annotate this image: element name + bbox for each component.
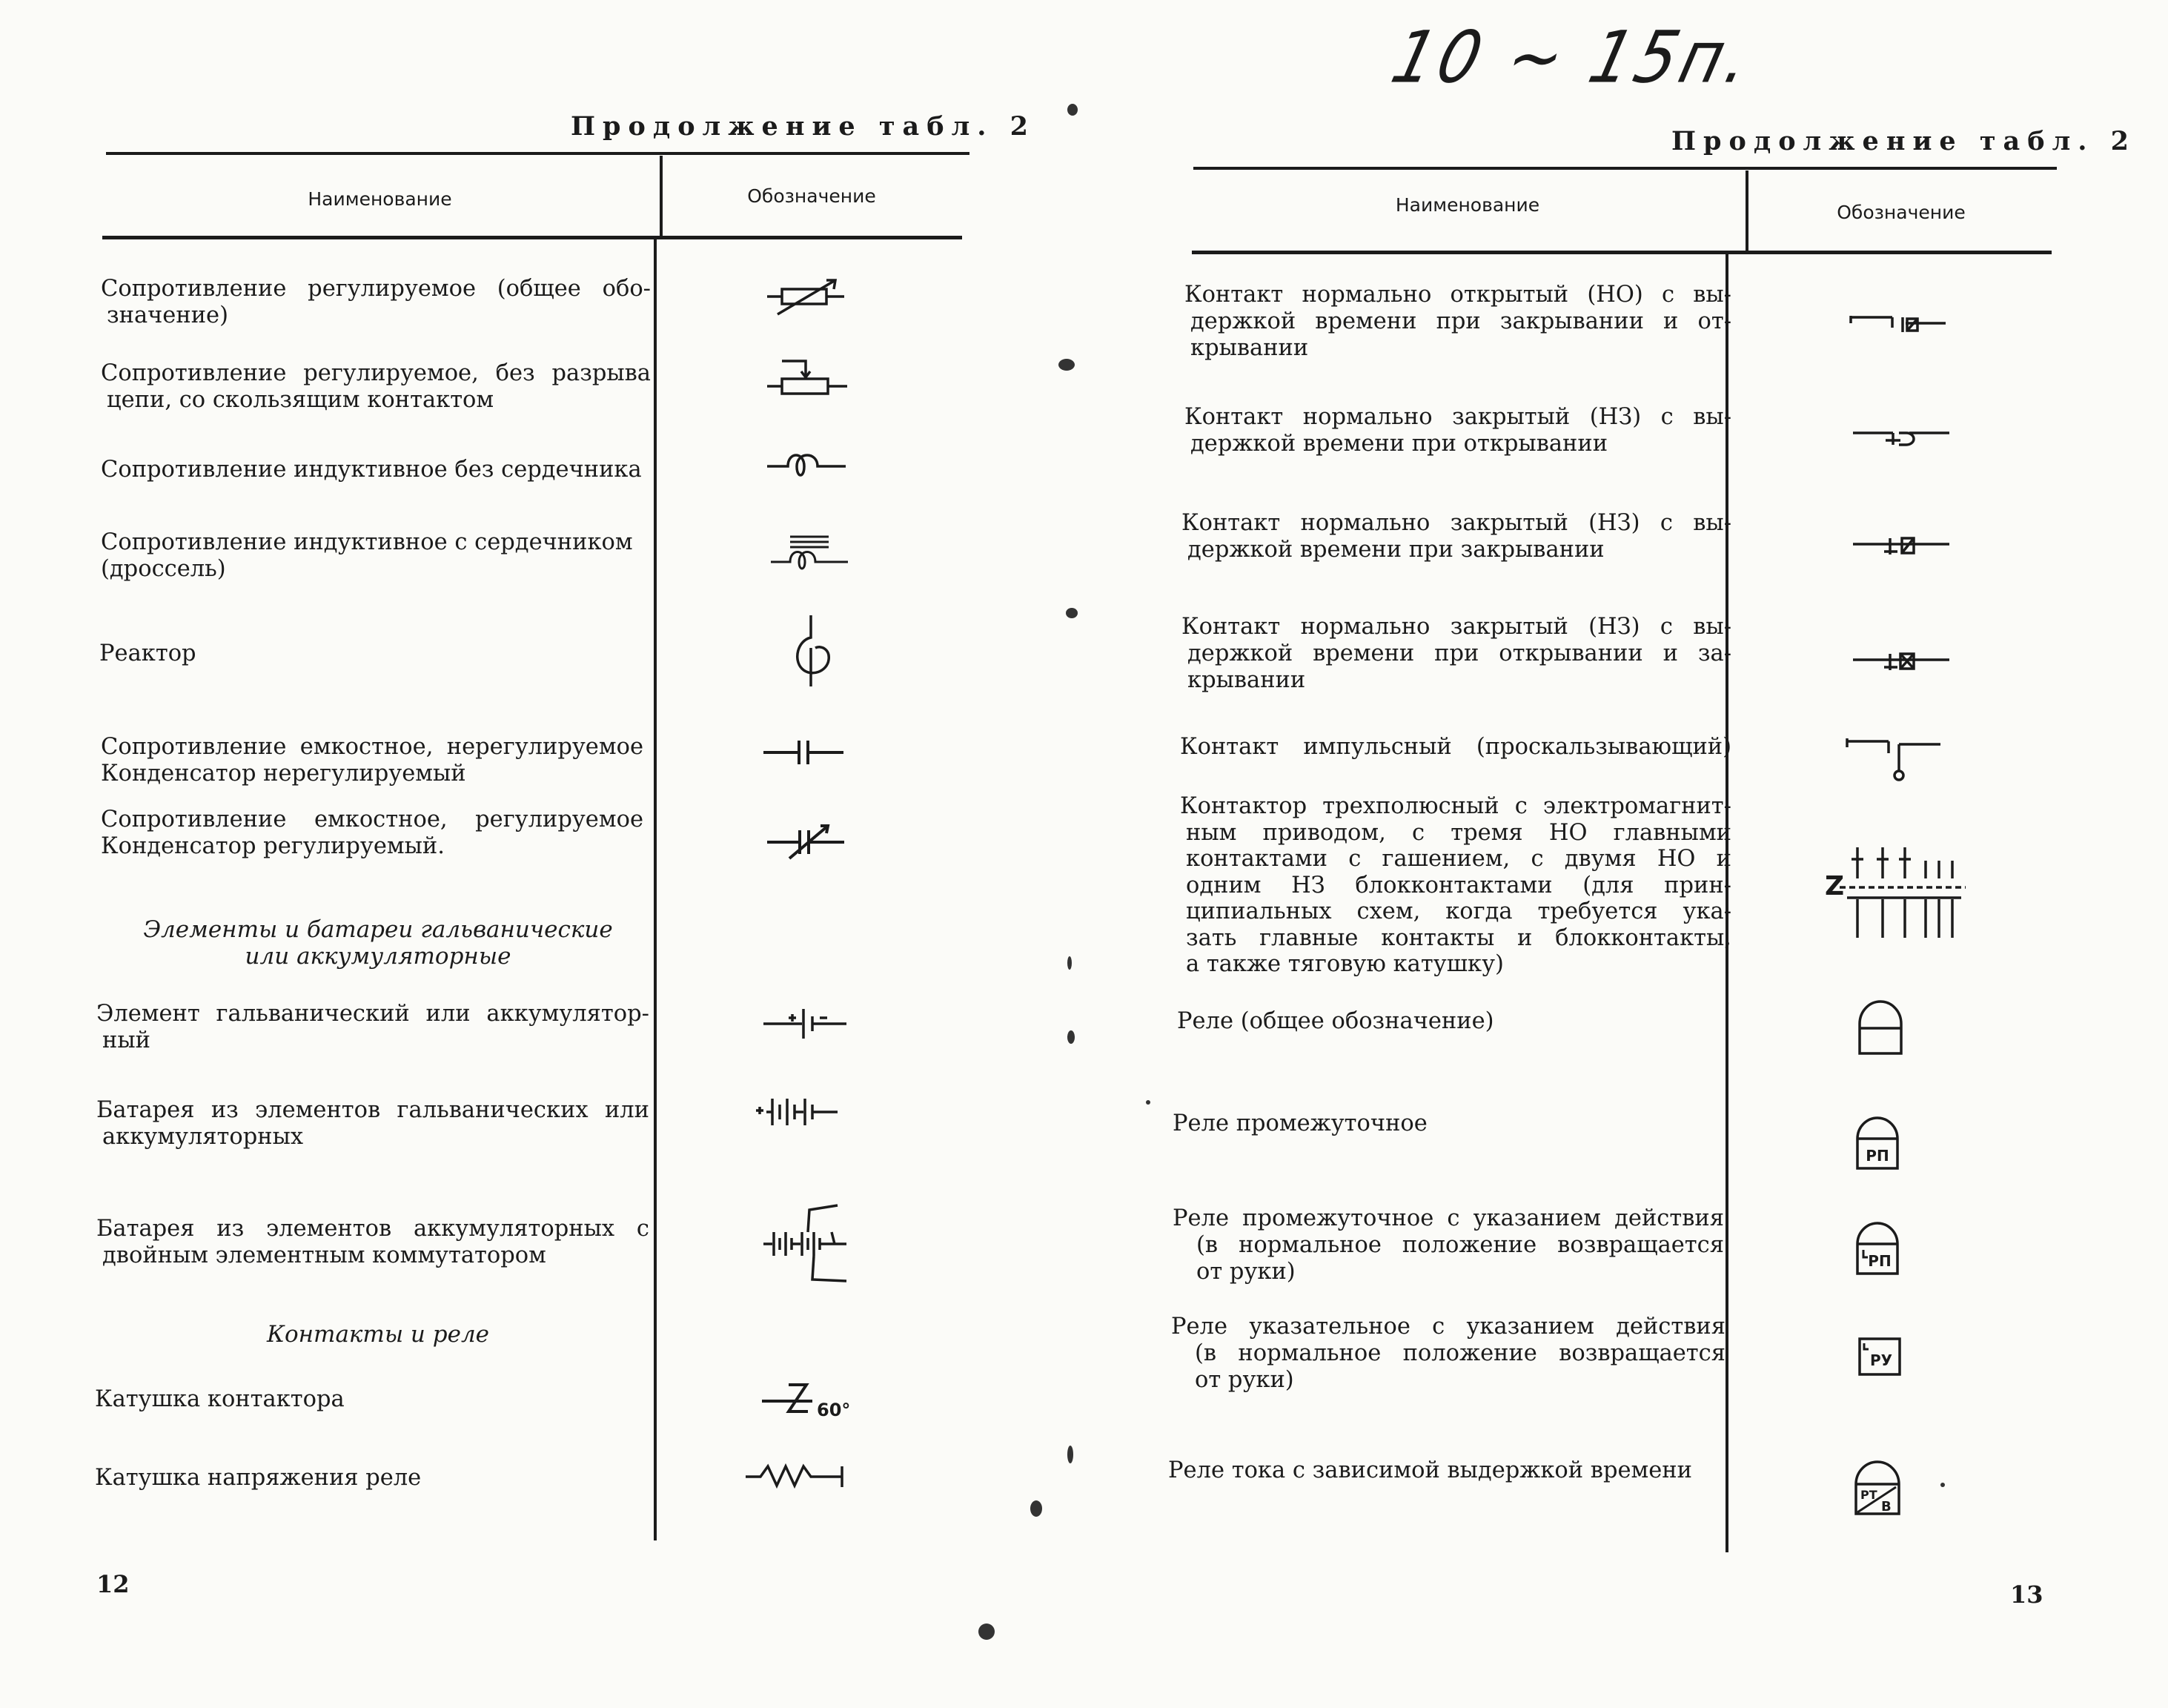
left-row-2-name: Сопротивление регулируемое, без разрыва цепи, со скользящим контактом [101, 360, 651, 413]
intermediate-relay-manual-icon [1853, 1217, 1909, 1277]
reactor-icon [786, 615, 838, 689]
resistor-slider-icon [767, 352, 849, 404]
right-col-name-header: Наименование [1395, 194, 1540, 216]
left-row-6-name: Сопротивление емкостное, нерегулируемое Конденсатор нерегулируемый [101, 734, 643, 787]
nc-contact-close-delay-icon [1853, 534, 1957, 563]
handwritten-note: 10 ~ 15п. [1384, 16, 1763, 99]
left-col-symbol-header: Обозначение [747, 185, 876, 207]
right-row-11-name: Реле тока с зависимой выдержкой времени [1168, 1457, 1692, 1483]
intermediate-relay-manual-label: РП [1868, 1252, 1892, 1270]
right-row-10-name: Реле указательное с указанием действия (в нормальное положение возвращается от руки) [1171, 1314, 1726, 1393]
scan-speck [1030, 1500, 1042, 1517]
scan-speck [1067, 1030, 1075, 1044]
scan-speck [978, 1623, 995, 1640]
current-relay-icon [1852, 1454, 1911, 1517]
voltage-coil-icon [746, 1460, 849, 1490]
left-table-top-rule [106, 152, 969, 155]
battery-switch-icon [763, 1201, 852, 1290]
right-row-3-name: Контакт нормально закрытый (НЗ) с вы- держкой времени при закрывании [1181, 510, 1731, 563]
indicator-relay-label: РУ [1869, 1351, 1893, 1369]
resistor-adjustable-icon [767, 276, 849, 320]
no-contact-delay-icon [1849, 310, 1953, 340]
right-table-caption: Продолжение табл. 2 [1671, 126, 2136, 156]
contactor-three-pole-icon [1825, 841, 1973, 945]
right-table-header-rule [1192, 251, 2052, 254]
inductor-icon [767, 448, 849, 478]
left-table-caption: Продолжение табл. 2 [571, 111, 1035, 142]
contactor-coil-z-label: Z [1825, 871, 1845, 901]
section-contacts: Контакты и реле [266, 1321, 490, 1348]
right-row-9-name: Реле промежуточное с указанием действия (в нормальное положение возвращается от руки) [1173, 1205, 1724, 1285]
cell-icon [763, 997, 852, 1042]
right-page-number: 13 [2010, 1580, 2043, 1609]
nc-contact-open-delay-icon [1853, 423, 1957, 452]
scan-speck [1066, 608, 1078, 618]
right-row-8-name: Реле промежуточное [1173, 1110, 1428, 1136]
scan-speck [1067, 104, 1078, 116]
intermediate-relay-icon [1853, 1112, 1905, 1171]
left-row-1-name: Сопротивление регулируемое (общее обо- значение) [101, 276, 651, 328]
right-row-7-name: Реле (общее обозначение) [1177, 1008, 1494, 1034]
left-table-divider [654, 237, 657, 1540]
right-row-4-name: Контакт нормально закрытый (НЗ) с вы- держкой времени при открывании и за- крывании [1181, 614, 1731, 693]
left-header-divider [660, 156, 663, 237]
left-row-7-name: Сопротивление емкостное, регулируемое Конденсатор регулируемый. [101, 807, 643, 859]
right-row-6-name: Контактор трехполюсный с электромагнит- ным приводом, с тремя НО главными контактами с гашением, с двумя НО и одним НЗ блокконтактами (для прин- ципиальных схем, когда требуется ука- зать главные контакты и блокконтакты, а также тяговую катушку) [1180, 793, 1731, 977]
scan-speck [1940, 1483, 1945, 1487]
scan-speck [1146, 1100, 1150, 1105]
nc-contact-both-delay-icon [1853, 649, 1957, 679]
left-row-8-name: Элемент гальванический или аккумулятор- ный [96, 1001, 649, 1053]
capacitor-icon [763, 738, 845, 767]
right-table-top-rule [1193, 167, 2057, 170]
left-table-header-rule [102, 236, 962, 239]
current-relay-label-b: В [1881, 1499, 1892, 1515]
scan-speck [1058, 359, 1075, 371]
battery-icon [756, 1090, 845, 1134]
intermediate-relay-label: РП [1866, 1147, 1889, 1165]
current-relay-label: РТ [1860, 1488, 1877, 1502]
scan-speck [1067, 1446, 1073, 1463]
right-row-5-name: Контакт импульсный (проскальзывающий) [1180, 734, 1731, 760]
pulse-contact-icon [1846, 734, 1949, 786]
capacitor-adjustable-icon [767, 821, 849, 862]
contactor-coil-label: 60° [817, 1400, 851, 1420]
left-row-3-name: Сопротивление индуктивное без сердечника [101, 457, 642, 483]
indicator-relay-icon [1857, 1334, 1909, 1379]
left-row-12-name: Катушка напряжения реле [95, 1465, 422, 1491]
right-row-1-name: Контакт нормально открытый (НО) с вы- держкой времени при закрывании и от- крывании [1184, 282, 1731, 361]
right-row-2-name: Контакт нормально закрытый (НЗ) с вы- держкой времени при открывании [1184, 404, 1731, 457]
left-row-10-name: Батарея из элементов аккумуляторных с двойным элементным коммутатором [96, 1216, 649, 1268]
relay-icon [1857, 997, 1909, 1056]
section-galvanic: Элементы и батареи гальванические или аккумуляторные [143, 916, 613, 970]
left-row-4-name: Сопротивление индуктивное с сердечником (дроссель) [101, 529, 633, 582]
right-header-divider [1746, 171, 1748, 252]
contactor-coil-icon [762, 1379, 866, 1423]
left-col-name-header: Наименование [308, 188, 452, 210]
left-row-11-name: Катушка контактора [95, 1386, 345, 1412]
left-row-5-name: Реактор [99, 640, 196, 666]
right-col-symbol-header: Обозначение [1837, 202, 1966, 223]
scan-speck [1067, 956, 1072, 970]
choke-icon [771, 532, 852, 577]
left-row-9-name: Батарея из элементов гальванических или аккумуляторных [96, 1097, 649, 1150]
left-page-number: 12 [96, 1570, 130, 1598]
